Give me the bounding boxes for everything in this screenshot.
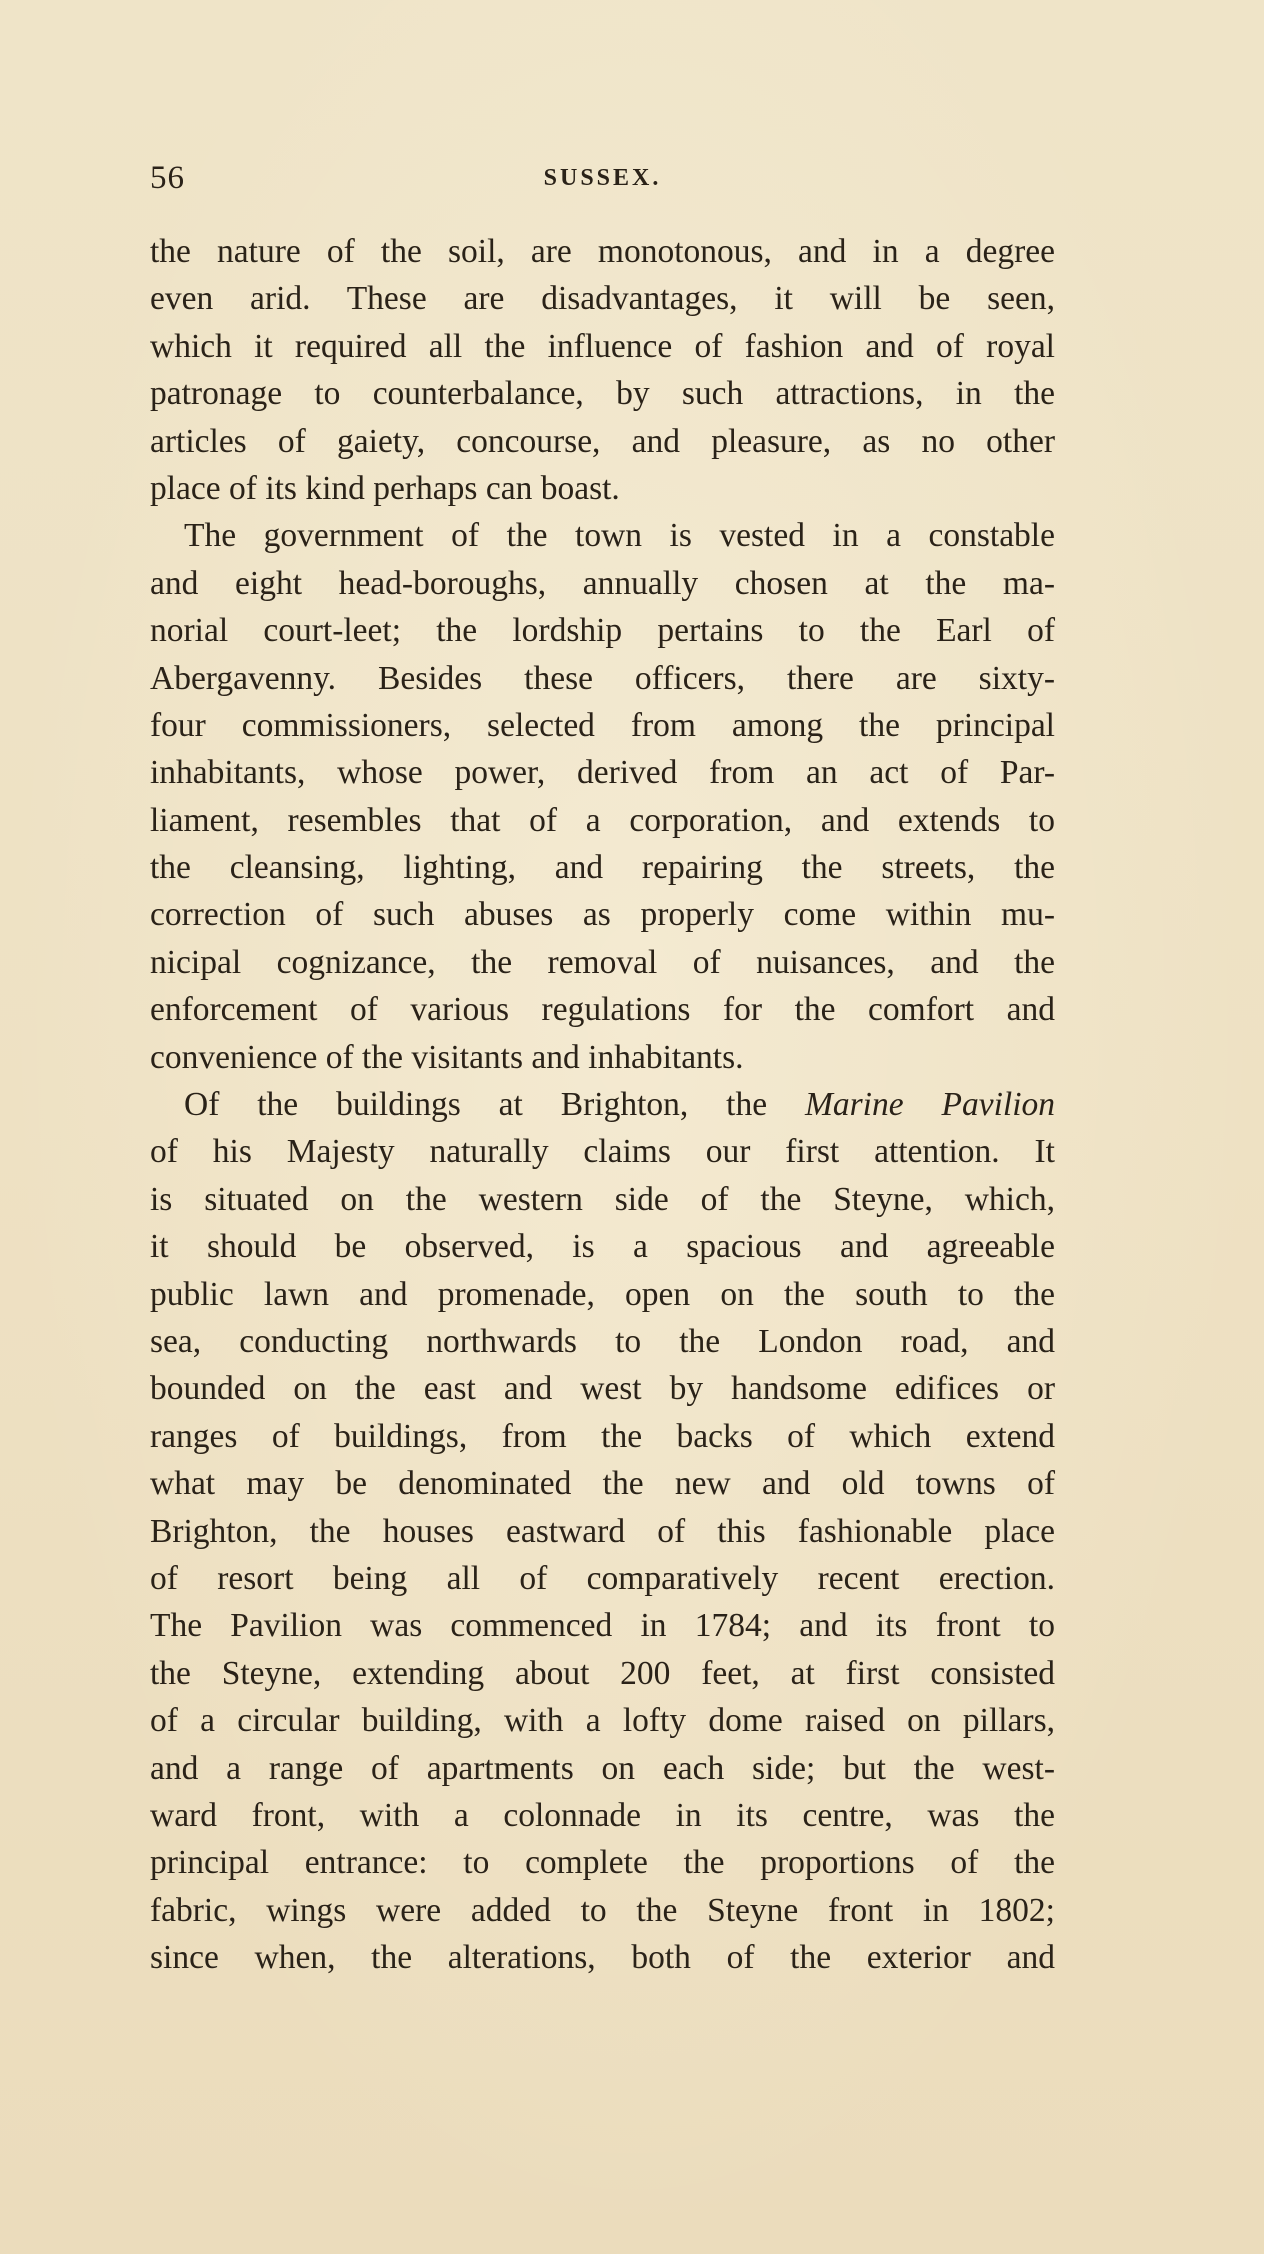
text-line: the nature of the soil, are monotonous, and in a degree: [150, 233, 1055, 270]
text-line: norial court-leet; the lordship pertains to the Earl of: [150, 612, 1055, 650]
text-line: patronage to counterbalance, by such attractions, in the: [150, 375, 1055, 413]
text-line: convenience of the visitants and inhabitants.: [150, 1038, 744, 1076]
text-line: Brighton, the houses eastward of this fashionable place: [150, 1512, 1055, 1550]
text-line: what may be denominated the new and old towns of: [150, 1465, 1055, 1503]
text-line-mixed: [150, 1081, 1055, 1128]
text-line: articles of gaiety, concourse, and pleasure, as no other: [150, 422, 1055, 460]
text-line: the cleansing, lighting, and repairing the streets, the: [150, 849, 1055, 887]
body-text: [150, 228, 1055, 1981]
text-line: nicipal cognizance, the removal of nuisances, and the: [150, 943, 1055, 981]
text-line: of resort being all of comparatively recent erection.: [150, 1559, 1055, 1597]
text-line: even arid. These are disadvantages, it will be seen,: [150, 280, 1055, 318]
text-line: is situated on the western side of the Steyne, which,: [150, 1180, 1055, 1218]
text-line: of a circular building, with a lofty dome raised on pillars,: [150, 1702, 1055, 1740]
page-header: [150, 160, 1055, 204]
text-line: ranges of buildings, from the backs of which extend: [150, 1417, 1055, 1455]
text-line: The Pavilion was commenced in 1784; and its front to: [150, 1607, 1055, 1645]
text-line: and eight head-boroughs, annually chosen at the ma-: [150, 564, 1055, 602]
text-line: since when, the alterations, both of the exterior and: [150, 1939, 1055, 1977]
text-segment: Of the buildings at Brighton, the: [184, 1086, 768, 1124]
text-line: principal entrance: to complete the proportions of the: [150, 1844, 1055, 1882]
text-line: Abergavenny. Besides these officers, there are sixty-: [150, 659, 1055, 697]
text-line: correction of such abuses as properly come within mu-: [150, 896, 1055, 934]
text-line: four commissioners, selected from among the principal: [150, 706, 1055, 744]
italic-term: Marine Pavilion: [804, 1086, 1056, 1124]
text-line: of his Majesty naturally claims our first attention. It: [150, 1133, 1055, 1171]
text-line: inhabitants, whose power, derived from an act of Par-: [150, 754, 1055, 792]
text-line: and a range of apartments on each side; but the west-: [150, 1749, 1055, 1787]
text-line: ward front, with a colonnade in its centre, was the: [150, 1796, 1055, 1834]
text-line: sea, conducting northwards to the London road, and: [150, 1322, 1055, 1360]
text-line: bounded on the east and west by handsome edifices or: [150, 1370, 1055, 1408]
text-line: which it required all the influence of fashion and of royal: [150, 327, 1055, 365]
running-head: SUSSEX.: [543, 165, 662, 191]
text-line: it should be observed, is a spacious and agreeable: [150, 1228, 1055, 1266]
text-line: the Steyne, extending about 200 feet, at first consisted: [150, 1654, 1055, 1692]
text-line: public lawn and promenade, open on the south to the: [150, 1275, 1055, 1313]
text-line: The government of the town is vested in a constable: [184, 517, 1055, 555]
text-line: place of its kind perhaps can boast.: [150, 469, 620, 507]
text-line: enforcement of various regulations for the comfort and: [150, 991, 1055, 1029]
page-number: 56: [150, 160, 185, 196]
text-line: fabric, wings were added to the Steyne front in 1802;: [150, 1891, 1055, 1929]
text-line: liament, resembles that of a corporation, and extends to: [150, 801, 1055, 839]
